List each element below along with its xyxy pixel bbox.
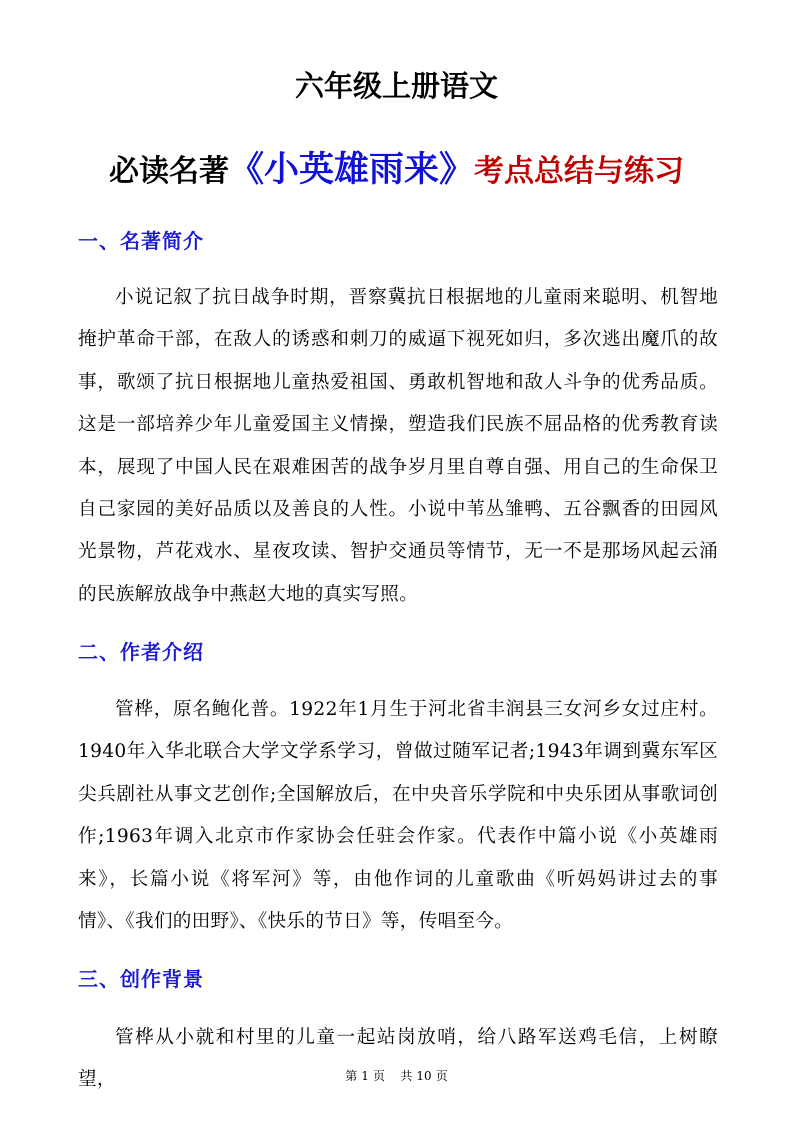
section-text-author: 管桦，原名鲍化普。1922年1月生于河北省丰润县三女河乡女过庄村。1940年入华北联合大学文学系学习，曾做过随军记者;1943年调到冀东军区尖兵剧社从事文艺创作;全国解放后，在中央音乐学院和中央乐团从事歌词创作;1963年调入北京市作家协会任驻会作家。代表作中篇小说《小英雄雨来》，长篇小说《将军河》等，由他作词的儿童歌曲《听妈妈讲过去的事情》、《我们的田野》、《快乐的节日》等，传唱至今。 [78, 699, 718, 933]
page-label: 第 [345, 1069, 358, 1083]
subtitle-prefix: 必读名著 [108, 154, 229, 189]
section-text-intro: 小说记叙了抗日战争时期，晋察冀抗日根据地的儿童雨来聪明、机智地掩护革命干部，在敌人的诱惑和刺刀的威逼下视死如归，多次逃出魔爪的故事，歌颂了抗日根据地儿童热爱祖国、勇敢机智地和敌人斗争的优秀品质。这是一部培养少年儿童爱国主义情操，塑造我们民族不屈品格的优秀教育读本，展现了中国人民在艰难困苦的战争岁月里自尊自强、用自己的生命保卫自己家园的美好品质以及善良的人性。小说中苇丛雏鸭、五谷飘香的田园风光景物，芦花戏水、星夜攻读、智护交通员等情节，无一不是那场风起云涌的民族解放战争中燕赵大地的真实写照。 [78, 287, 718, 605]
document-title: 六年级上册语文 [294, 69, 498, 103]
total-label: 共 [400, 1069, 413, 1083]
section-text-background: 管桦从小就和村里的儿童一起站岗放哨，给八路军送鸡毛信，上树瞭望， [78, 1027, 718, 1091]
section-heading-author: 二、作者介绍 [78, 640, 204, 664]
total-pages: 10 [416, 1069, 432, 1083]
document-subtitle [0, 142, 793, 204]
section-heading-intro: 一、名著简介 [78, 229, 204, 253]
subtitle-book-title: 《小英雄雨来》 [228, 150, 474, 190]
page-number: 1 [361, 1069, 369, 1083]
total-unit: 页 [435, 1069, 448, 1083]
page-unit: 页 [372, 1069, 385, 1083]
subtitle-suffix: 考点总结与练习 [474, 154, 684, 189]
section-heading-background: 三、创作背景 [78, 967, 204, 991]
page-footer [0, 1067, 793, 1085]
